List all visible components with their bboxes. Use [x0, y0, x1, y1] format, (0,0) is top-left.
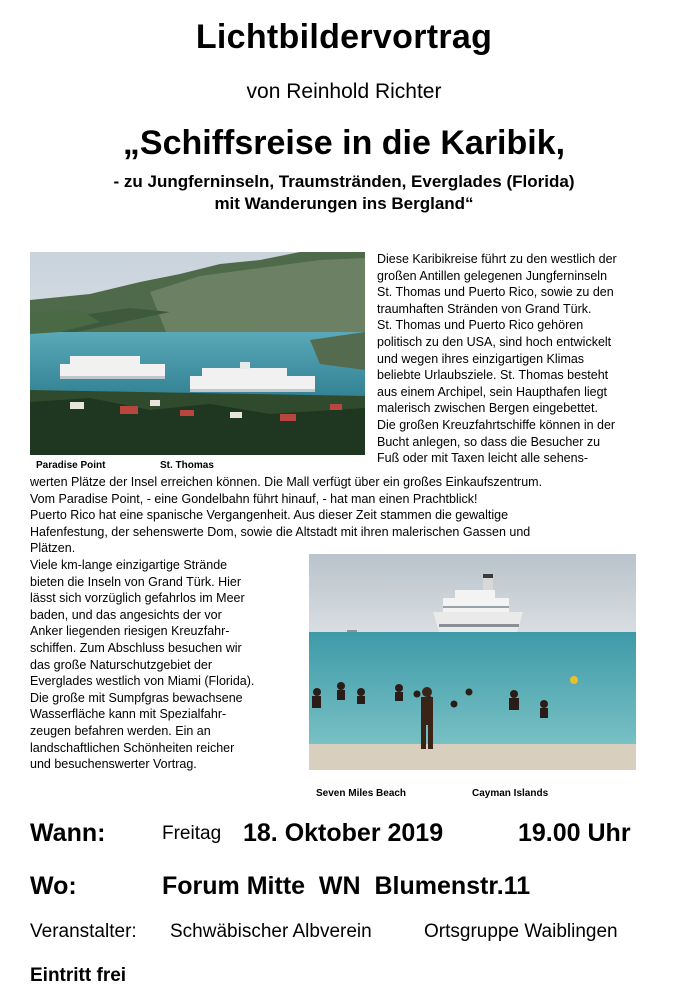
text-line: baden, und das angesichts der vor: [30, 607, 222, 622]
text-line: Anker liegenden riesigen Kreuzfahr-: [30, 624, 230, 639]
text-line: Diese Karibikreise führt zu den westlich der: [377, 252, 617, 266]
text-line: Hafenfestung, der sehenswerte Dom, sowie die Altstadt mit ihren malerischen Gassen und: [30, 524, 531, 539]
text-line: beliebte Urlaubsziele. St. Thomas besteht: [377, 368, 609, 383]
text-line: Wasserfläche kann mit Spezialfahr-: [30, 707, 227, 722]
text-line: Viele km-lange einzigartige Strände: [30, 558, 228, 572]
caption-seven-miles-beach: Seven Miles Beach: [316, 788, 407, 799]
text-line: Everglades westlich von Miami (Florida).: [30, 674, 255, 689]
beach-photo: [309, 554, 636, 770]
event-location: Forum Mitte WN Blumenstr.11: [162, 872, 531, 900]
text-line: aus einem Archipel, sein Haupthafen liegt: [377, 384, 608, 399]
admission-note: Eintritt frei: [30, 965, 127, 986]
caption-st-thomas: St. Thomas: [160, 460, 214, 471]
text-line: landschaftlichen Schönheiten reicher: [30, 740, 235, 755]
event-time: 19.00 Uhr: [518, 819, 631, 847]
organizer-name: Schwäbischer Albverein: [170, 921, 372, 942]
beach-paragraph: [30, 557, 254, 773]
text-line: und wegen ihres einzigartigen Klimas: [377, 351, 585, 366]
text-line: Vom Paradise Point, - eine Gondelbahn führt hinauf, - hat man einen Prachtblick!: [30, 491, 478, 506]
text-line: zeugen befahren werden. Ein an: [30, 723, 211, 738]
poster-title: Lichtbildervortrag: [195, 18, 493, 56]
event-date: 18. Oktober 2019: [243, 819, 444, 847]
text-line: traumhaften Stränden von Grand Türk.: [377, 301, 592, 316]
text-line: Die große mit Sumpfgras bewachsene: [30, 690, 243, 705]
text-line: Puerto Rico hat eine spanische Vergangenheit. Aus dieser Zeit stammen die gewaltige: [30, 508, 509, 523]
full-width-paragraph: [30, 474, 542, 557]
organizer-label: Veranstalter:: [30, 921, 137, 942]
text-line: großen Antillen gelegenen Jungferninseln: [377, 268, 608, 283]
when-label: Wann:: [30, 819, 106, 847]
text-line: malerisch zwischen Bergen eingebettet.: [377, 401, 598, 416]
author-byline: von Reinhold Richter: [246, 80, 442, 103]
where-label: Wo:: [30, 872, 77, 900]
subtitle-line-1: - zu Jungferninseln, Traumstränden, Everglades (Florida): [113, 172, 575, 191]
text-line: Plätzen.: [30, 541, 76, 556]
text-line: Bucht anlegen, so dass die Besucher zu: [377, 434, 601, 449]
text-line: lässt sich vorzüglich gefahrlos im Meer: [30, 591, 245, 606]
intro-paragraph: [377, 251, 617, 467]
harbor-photo: [30, 252, 365, 455]
text-line: und besuchenswerter Vortrag.: [30, 757, 197, 772]
text-line: politisch zu den USA, sind hoch entwickelt: [377, 334, 612, 349]
organizer-group: Ortsgruppe Waiblingen: [424, 921, 618, 942]
text-line: St. Thomas und Puerto Rico, sowie zu den: [377, 285, 614, 300]
subtitle-line-2: mit Wanderungen ins Bergland“: [214, 194, 474, 213]
text-line: werten Plätze der Insel erreichen können. Die Mall verfügt über ein großes Einkaufszentrum.: [30, 475, 543, 489]
text-line: bieten die Inseln von Grand Türk. Hier: [30, 574, 241, 589]
event-weekday: Freitag: [162, 823, 222, 844]
caption-cayman-islands: Cayman Islands: [472, 788, 549, 799]
text-line: Fuß oder mit Taxen leicht alle sehens-: [377, 451, 588, 466]
text-line: Die großen Kreuzfahrtschiffe können in der: [377, 417, 616, 432]
text-line: St. Thomas und Puerto Rico gehören: [377, 318, 584, 333]
text-line: schiffen. Zum Abschluss besuchen wir: [30, 640, 242, 655]
text-line: das große Naturschutzgebiet der: [30, 657, 213, 672]
talk-headline: „Schiffsreise in die Karibik,: [122, 124, 566, 162]
caption-paradise-point: Paradise Point: [36, 460, 106, 471]
